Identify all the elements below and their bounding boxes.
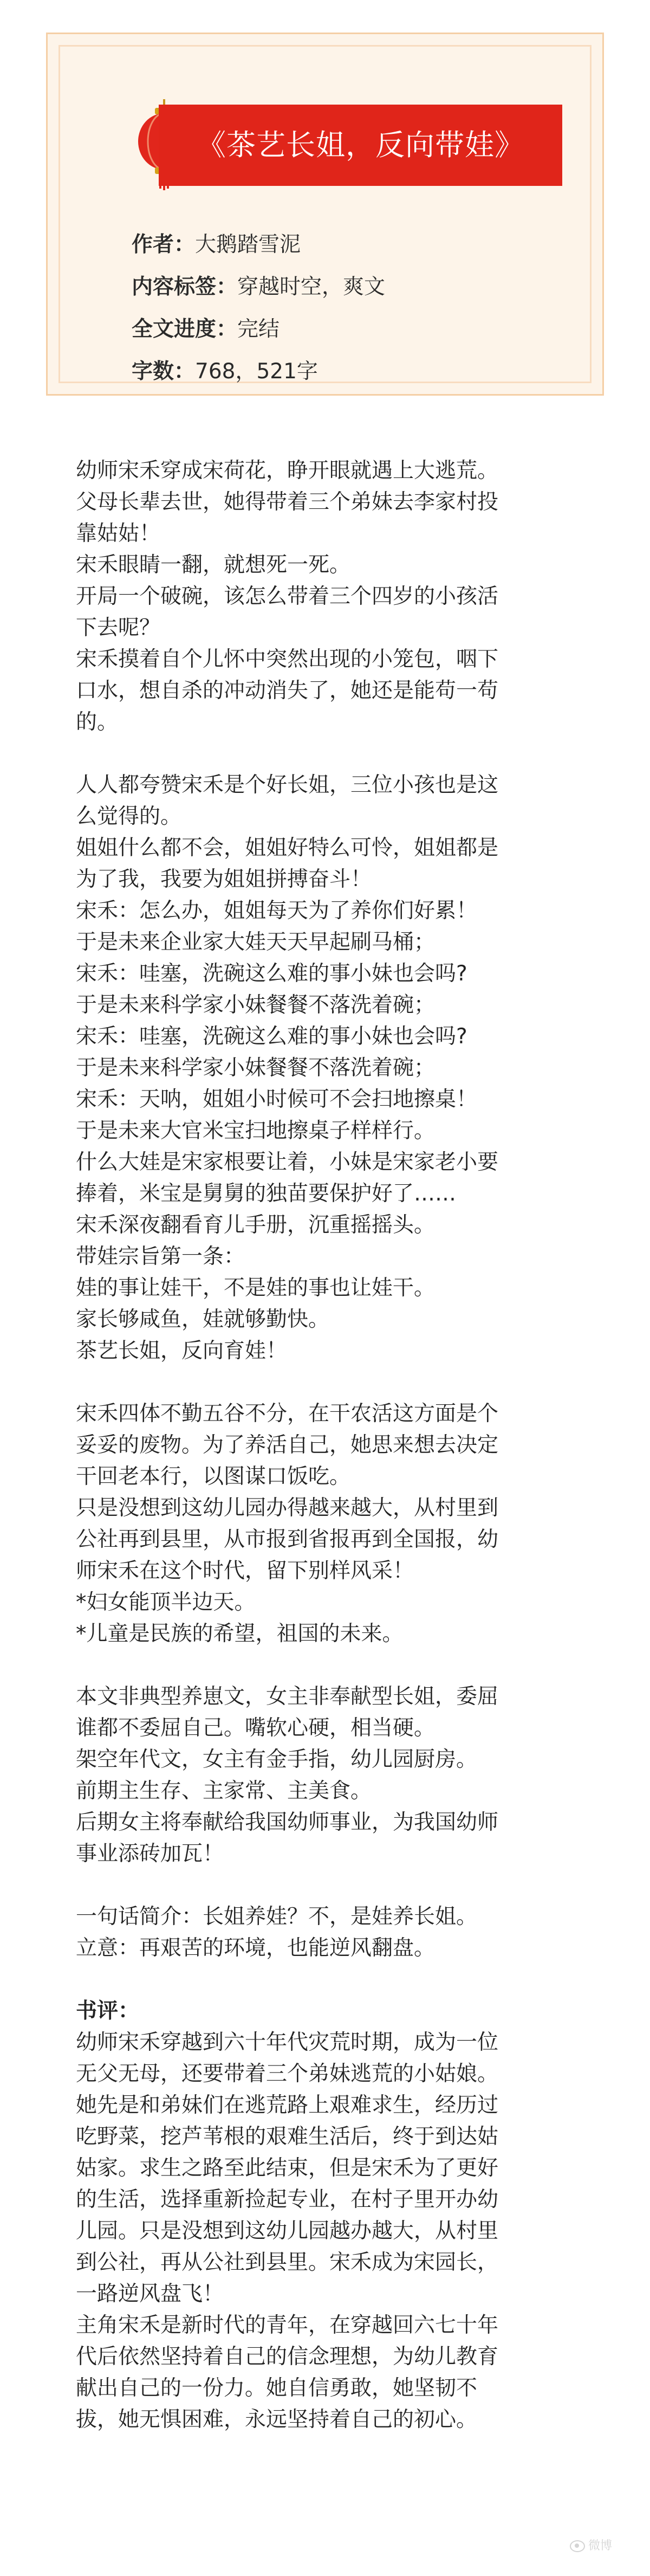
book-title: 《茶艺长姐，反向带娃》 (197, 128, 524, 162)
book-title-banner (159, 105, 562, 186)
text-line: *儿童是民族的希望，祖国的未来。 (76, 1622, 404, 1646)
paragraph: 主角宋禾是新时代的青年，在穿越回六七十年 代后依然坚持着自己的信念理想，为幼儿教育 献出自己的一份力。她自信勇敢，她坚韧不 拔，她无惧困难，永远坚持着自己的初心。 (76, 2313, 499, 2432)
text-line: 一句话简介：长姐养娃？不，是娃养长姐。 (76, 1904, 478, 1929)
text-line: 前期主生存、主家常、主美食。 (76, 1779, 372, 1803)
text-line: 于是未来大官米宝扫地擦桌子样样行。 (76, 1119, 435, 1143)
text-line: 宋禾：天呐，姐姐小时候可不会扫地擦桌！ (76, 1087, 478, 1112)
word-count-value: 768，521字 (195, 359, 318, 384)
tags-row (132, 274, 385, 301)
weibo-watermark (570, 2536, 612, 2553)
text-line: 娃的事让娃干，不是娃的事也让娃干。 (76, 1276, 435, 1300)
weibo-eye-icon (570, 2540, 585, 2552)
text-line: 宋禾：怎么办，姐姐每天为了养你们好累！ (76, 899, 478, 923)
progress-label: 全文进度： (132, 317, 238, 341)
paragraph: 后期女主将奉献给我国幼师事业，为我国幼师 事业添砖加瓦！ (76, 1810, 499, 1866)
text-line: 架空年代文，女主有金手指，幼儿园厨房。 (76, 1747, 478, 1772)
paragraph: 开局一个破碗，该怎么带着三个四岁的小孩活 下去呢？ (76, 584, 499, 640)
text-line: 于是未来企业家大娃天天早起刷马桶； (76, 930, 435, 954)
text-line: 宋禾深夜翻看育儿手册，沉重摇摇头。 (76, 1213, 435, 1237)
paragraph: 宋禾四体不勤五谷不分，在干农活这方面是个 妥妥的废物。为了养活自己，她思来想去决定 干回老本行，以图谋口饭吃。 (76, 1402, 499, 1489)
progress-value: 完结 (237, 317, 280, 341)
text-line: 家长够咸鱼，娃就够勤快。 (76, 1307, 330, 1332)
watermark-text: 微博 (588, 2539, 612, 2553)
paragraph: 幼师宋禾穿成宋荷花，睁开眼就遇上大逃荒。 父母长辈去世，她得带着三个弟妹去李家村投 靠姑姑！ (76, 459, 499, 546)
paragraph: 只是没想到这幼儿园办得越来越大，从村里到 公社再到县里，从市报到省报再到全国报，幼 师宋禾在这个时代，留下别样风采！ (76, 1496, 499, 1583)
tags-label: 内容标签： (132, 275, 238, 299)
text-line: 宋禾：哇塞，洗碗这么难的事小妹也会吗? (76, 1024, 467, 1049)
tags-value: 穿越时空，爽文 (237, 275, 386, 299)
word-count-row (132, 358, 318, 385)
paragraph: 幼师宋禾穿越到六十年代灾荒时期，成为一位 无父无母，还要带着三个弟妹逃荒的小姑娘。 她先是和弟妹们在逃荒路上艰难求生，经历过 吃野菜，挖芦苇根的艰难生活后，终于到达姑 姑家。求生之路至此结束，但是宋禾为了更好 的生活，选择重新捡起专业，在村子里开办幼 儿园。只是没想到这幼儿园越办越大，从村里 到公社，再从公社到县里。宋禾成为宋园长， 一路逆风盘飞！ (76, 2030, 499, 2306)
synopsis-text (76, 455, 618, 2436)
progress-row (132, 316, 280, 343)
author-row (132, 231, 301, 259)
word-count-label: 字数： (132, 359, 196, 384)
paragraph: 什么大娃是宋家根要让着，小妹是宋家老小要 捧着，米宝是舅舅的独苗要保护好了…… (76, 1150, 499, 1206)
paragraph: 宋禾眼睛一翻，就想死一死。 (76, 553, 351, 577)
text-line: 于是未来科学家小妹餐餐不落洗着碗； (76, 1056, 435, 1080)
review-heading: 书评： (76, 1999, 140, 2023)
text-line: 茶艺长姐，反向育娃！ (76, 1339, 288, 1363)
book-info-card (46, 33, 604, 396)
author-value: 大鹅踏雪泥 (195, 233, 301, 257)
paragraph: 姐姐什么都不会，姐姐好特么可怜，姐姐都是 为了我，我要为姐姐拼搏奋斗！ (76, 836, 499, 892)
paragraph: 宋禾摸着自个儿怀中突然出现的小笼包，咽下 口水，想自杀的冲动消失了，她还是能苟一苟 的。 (76, 647, 499, 734)
text-line: *妇女能顶半边天。 (76, 1590, 256, 1615)
text-line: 带娃宗旨第一条： (76, 1244, 245, 1269)
text-line: 立意：再艰苦的环境，也能逆风翻盘。 (76, 1936, 435, 1960)
text-line: 宋禾：哇塞，洗碗这么难的事小妹也会吗? (76, 961, 467, 986)
text-line: 于是未来科学家小妹餐餐不落洗着碗； (76, 993, 435, 1017)
paragraph: 人人都夸赞宋禾是个好长姐，三位小孩也是这 么觉得的。 (76, 773, 499, 829)
author-label: 作者： (132, 233, 196, 257)
paragraph: 本文非典型养崽文，女主非奉献型长姐，委屈 谁都不委屈自己。嘴软心硬，相当硬。 (76, 1684, 499, 1740)
